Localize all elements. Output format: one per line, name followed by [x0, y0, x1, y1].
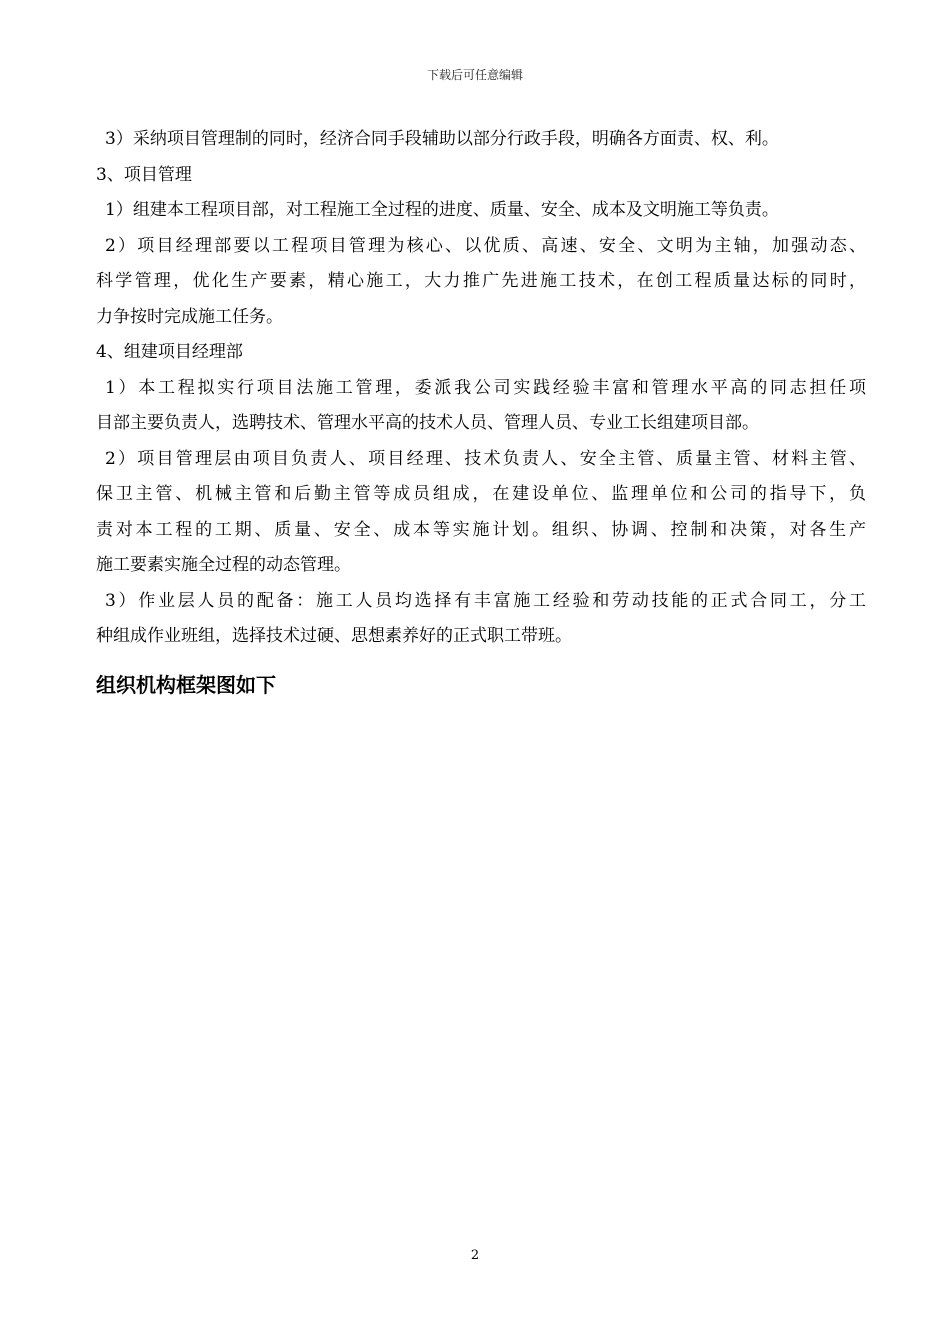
- paragraph-line: 施工要素实施全过程的动态管理。: [96, 555, 351, 575]
- paragraph-line: 1）本工程拟实行项目法施工管理，委派我公司实践经验丰富和管理水平高的同志担任项: [105, 377, 866, 398]
- paragraph-line: 2）项目管理层由项目负责人、项目经理、技术负责人、安全主管、质量主管、材料主管、: [105, 448, 866, 469]
- section-title-4: 4、组建项目经理部: [96, 342, 243, 362]
- paragraph-line: 2）项目经理部要以工程项目管理为核心、以优质、高速、安全、文明为主轴，加强动态、: [105, 235, 866, 256]
- paragraph-line: 力争按时完成施工任务。: [96, 306, 283, 327]
- document-body: [96, 122, 866, 703]
- page-number: 2: [470, 1248, 480, 1263]
- paragraph-line: 保卫主管、机械主管和后勤主管等成员组成，在建设单位、监理单位和公司的指导下，负: [96, 484, 866, 504]
- paragraph-line: 3）作业层人员的配备：施工人员均选择有丰富施工经验和劳动技能的正式合同工，分工: [105, 590, 866, 611]
- paragraph-line: 种组成作业班组，选择技术过硬、思想素养好的正式职工带班。: [96, 626, 572, 646]
- paragraph-line: 1）组建本工程项目部，对工程施工全过程的进度、质量、安全、成本及文明施工等负责。: [105, 200, 779, 220]
- section-title-3: 3、项目管理: [96, 164, 192, 185]
- paragraph-line: 3）采纳项目管理制的同时，经济合同手段辅助以部分行政手段，明确各方面责、权、利。: [105, 129, 779, 149]
- paragraph-line: 责对本工程的工期、质量、安全、成本等实施计划。组织、协调、控制和决策，对各生产: [96, 519, 866, 540]
- paragraph-line: 目部主要负责人，选聘技术、管理水平高的技术人员、管理人员、专业工长组建项目部。: [96, 413, 759, 433]
- paragraph-line: 科学管理，优化生产要素，精心施工，大力推广先进施工技术，在创工程质量达标的同时，: [96, 271, 866, 291]
- org-chart-heading: 组织机构框架图如下: [96, 672, 276, 697]
- page-header: 下载后可任意编辑: [426, 68, 523, 82]
